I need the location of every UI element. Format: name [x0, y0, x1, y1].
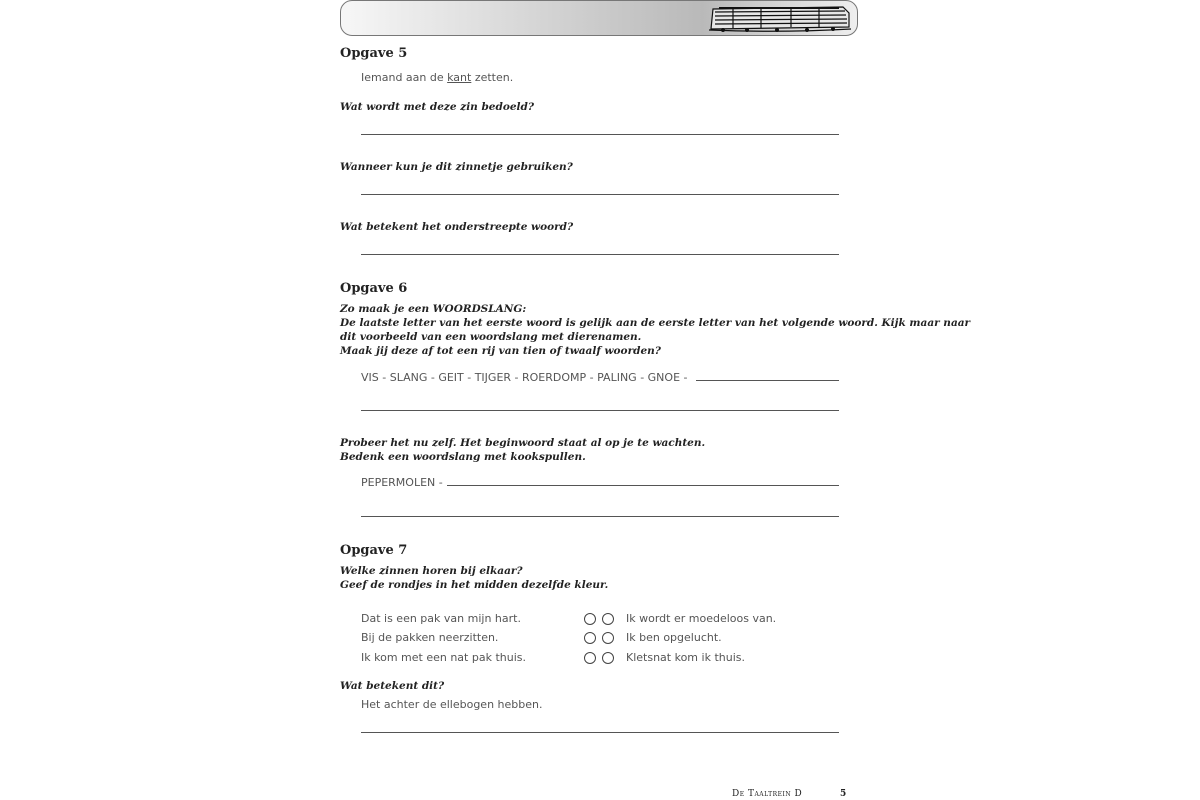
color-circle[interactable]	[602, 652, 614, 664]
color-circle[interactable]	[584, 632, 596, 644]
right-sentence: Kletsnat kom ik thuis.	[626, 651, 745, 664]
opgave5-heading: Opgave 5	[340, 46, 408, 61]
header-banner	[340, 0, 858, 36]
opgave6-instruction-1: Zo maak je een WOORDSLANG:	[340, 303, 527, 315]
footer-book-title: De Taaltrein D	[732, 789, 803, 799]
left-sentence: Dat is een pak van mijn hart.	[361, 612, 521, 625]
answer-line[interactable]	[361, 194, 839, 195]
answer-line[interactable]	[361, 134, 839, 135]
opgave5-sentence-start: Iemand aan de	[361, 71, 448, 84]
opgave5-sentence	[361, 71, 513, 84]
opgave6-heading: Opgave 6	[340, 281, 408, 296]
answer-line[interactable]	[696, 380, 839, 381]
right-sentence: Ik wordt er moedeloos van.	[626, 612, 777, 625]
page-number: 5	[840, 789, 847, 799]
answer-line[interactable]	[361, 516, 839, 517]
opgave7-heading: Opgave 7	[340, 543, 408, 558]
answer-line[interactable]	[361, 410, 839, 411]
color-circle[interactable]	[602, 632, 614, 644]
opgave7-question-2: Geef de rondjes in het midden dezelfde kleur.	[340, 579, 609, 591]
color-circle[interactable]	[584, 652, 596, 664]
opgave5-sentence-end: zetten.	[471, 71, 514, 84]
opgave6-instruction-2: De laatste letter van het eerste woord is gelijk aan de eerste letter van het volgende woord. Kijk maar naar	[340, 317, 971, 329]
opgave7-question-3: Wat betekent dit?	[340, 680, 445, 692]
opgave5-question-1: Wat wordt met deze zin bedoeld?	[340, 101, 534, 113]
opgave6-try-2: Bedenk een woordslang met kookspullen.	[340, 451, 586, 463]
opgave6-try-1: Probeer het nu zelf. Het beginwoord staat al op je te wachten.	[340, 437, 706, 449]
opgave5-question-2: Wanneer kun je dit zinnetje gebruiken?	[340, 161, 573, 173]
opgave6-instruction-3: dit voorbeeld van een woordslang met dierenamen.	[340, 331, 642, 343]
opgave5-question-3: Wat betekent het onderstreepte woord?	[340, 221, 574, 233]
left-sentence: Bij de pakken neerzitten.	[361, 631, 499, 644]
opgave5-underlined-word: kant	[447, 71, 472, 84]
opgave7-phrase: Het achter de ellebogen hebben.	[361, 698, 543, 711]
opgave6-instruction-4: Maak jij deze af tot een rij van tien of twaalf woorden?	[340, 345, 661, 357]
right-sentence: Ik ben opgelucht.	[626, 631, 722, 644]
answer-line[interactable]	[361, 254, 839, 255]
woordslang-start-word: PEPERMOLEN -	[361, 476, 443, 489]
woordslang-example: VIS - SLANG - GEIT - TIJGER - ROERDOMP - PALING - GNOE -	[361, 371, 688, 384]
color-circle[interactable]	[602, 613, 614, 625]
answer-line[interactable]	[361, 732, 839, 733]
left-sentence: Ik kom met een nat pak thuis.	[361, 651, 526, 664]
color-circle[interactable]	[584, 613, 596, 625]
opgave7-question-1: Welke zinnen horen bij elkaar?	[340, 565, 523, 577]
train-illustration	[703, 3, 853, 33]
answer-line[interactable]	[447, 485, 839, 486]
